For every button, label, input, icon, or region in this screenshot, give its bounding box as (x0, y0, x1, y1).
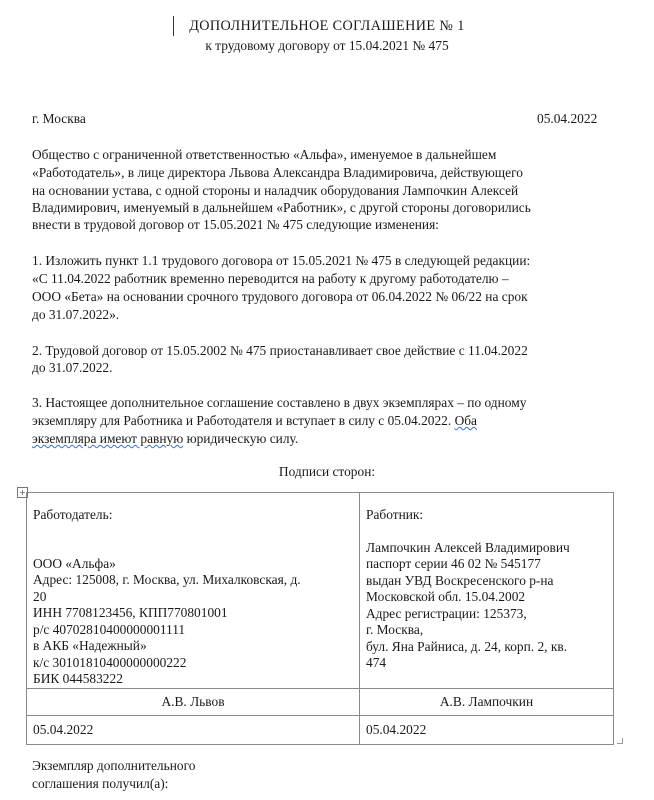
employee-line: бул. Яна Райниса, д. 24, корп. 2, кв. (366, 638, 568, 654)
employee-line: Лампочкин Алексей Владимирович (366, 539, 570, 555)
employer-line: в АКБ «Надежный» (33, 638, 147, 653)
employer-line: р/с 40702810400000001111 (33, 621, 186, 637)
item2-line: 2. Трудовой договор от 15.05.2002 № 475 приостанавливает свое действие с 11.04.2022 (32, 343, 528, 358)
employer-signer: А.В. Львов (27, 689, 360, 716)
intro-line: на основании устава, с одной стороны и наладчик оборудования Лампочкин Алексей (32, 183, 519, 198)
employee-line: выдан УВД Воскресенского р-на (366, 572, 554, 588)
signature-table (26, 492, 614, 745)
item3-text: юридическую силу. (186, 431, 299, 446)
signatures-heading: Подписи сторон: (278, 464, 376, 479)
employee-date: 05.04.2022 (360, 716, 614, 745)
item1-line: ООО «Бета» на основании срочного трудового договора от 06.04.2022 № 06/22 на срок (32, 289, 528, 304)
footer-line: Экземпляр дополнительного (32, 758, 196, 773)
employer-date: 05.04.2022 (27, 716, 360, 745)
employer-line: ИНН 7708123456, КПП770801001 (33, 605, 228, 620)
employer-line: 20 (33, 588, 47, 604)
employer-line: БИК 044583222 (33, 671, 123, 686)
employee-line: 474 (366, 655, 387, 670)
table-move-handle-icon[interactable]: + (17, 487, 28, 498)
employee-line: паспорт серии 46 02 № 545177 (366, 556, 541, 571)
employer-line: к/с 30101810400000000222 (33, 654, 187, 670)
document-subtitle: к трудовому договору от 15.04.2021 № 475 (205, 38, 449, 53)
intro-line: внести в трудовой договор от 15.05.2021 № 475 следующие изменения: (32, 217, 439, 232)
item1-line: 1. Изложить пункт 1.1 трудового договора от 15.05.2021 № 475 в следующей редакции: (32, 253, 531, 268)
item2-line: до 31.07.2022. (32, 360, 113, 375)
intro-line: Общество с ограниченной ответственностью «Альфа», именуемое в дальнейшем (32, 147, 497, 162)
grammar-flagged-text[interactable]: экземпляра имеют равную (32, 431, 184, 446)
employee-signer: А.В. Лампочкин (360, 689, 614, 716)
grammar-flagged-text[interactable]: Оба (454, 413, 477, 428)
document-date: 05.04.2022 (537, 111, 598, 126)
table-row (27, 689, 614, 716)
employee-line: Адрес регистрации: 125373, (366, 605, 527, 621)
employee-line: Московской обл. 15.04.2002 (366, 589, 526, 604)
employee-line: г. Москва, (366, 622, 424, 637)
employee-heading: Работник: (366, 507, 424, 522)
employer-cell (27, 493, 360, 689)
city: г. Москва (32, 111, 86, 126)
item1-line: до 31.07.2022». (32, 307, 120, 322)
employee-cell (360, 493, 614, 689)
text-cursor (173, 16, 174, 36)
table-row (27, 716, 614, 745)
item3-line: 3. Настоящее дополнительное соглашение составлено в двух экземплярах – по одному (32, 395, 527, 410)
employer-line: Адрес: 125008, г. Москва, ул. Михалковская, д. (33, 572, 301, 587)
item1-line: «С 11.04.2022 работник временно переводится на работу к другому работодателю – (32, 271, 509, 286)
employer-line: ООО «Альфа» (33, 555, 116, 571)
intro-line: Владимирович, именуемый в дальнейшем «Работник», с другой стороны договорились (32, 200, 531, 215)
table-end-mark (617, 738, 623, 744)
item3-text: экземпляру для Работника и Работодателя и вступает в силу с 05.04.2022. (32, 413, 452, 428)
employer-heading: Работодатель: (33, 507, 113, 522)
intro-line: «Работодатель», в лице директора Львова Александра Владимировича, действующего (32, 165, 523, 180)
item3-line (32, 430, 298, 447)
document-title: ДОПОЛНИТЕЛЬНОЕ СОГЛАШЕНИЕ № 1 (189, 18, 465, 34)
table-row (27, 493, 614, 689)
item3-line (32, 412, 477, 429)
footer-line: соглашения получил(а): (32, 776, 169, 791)
